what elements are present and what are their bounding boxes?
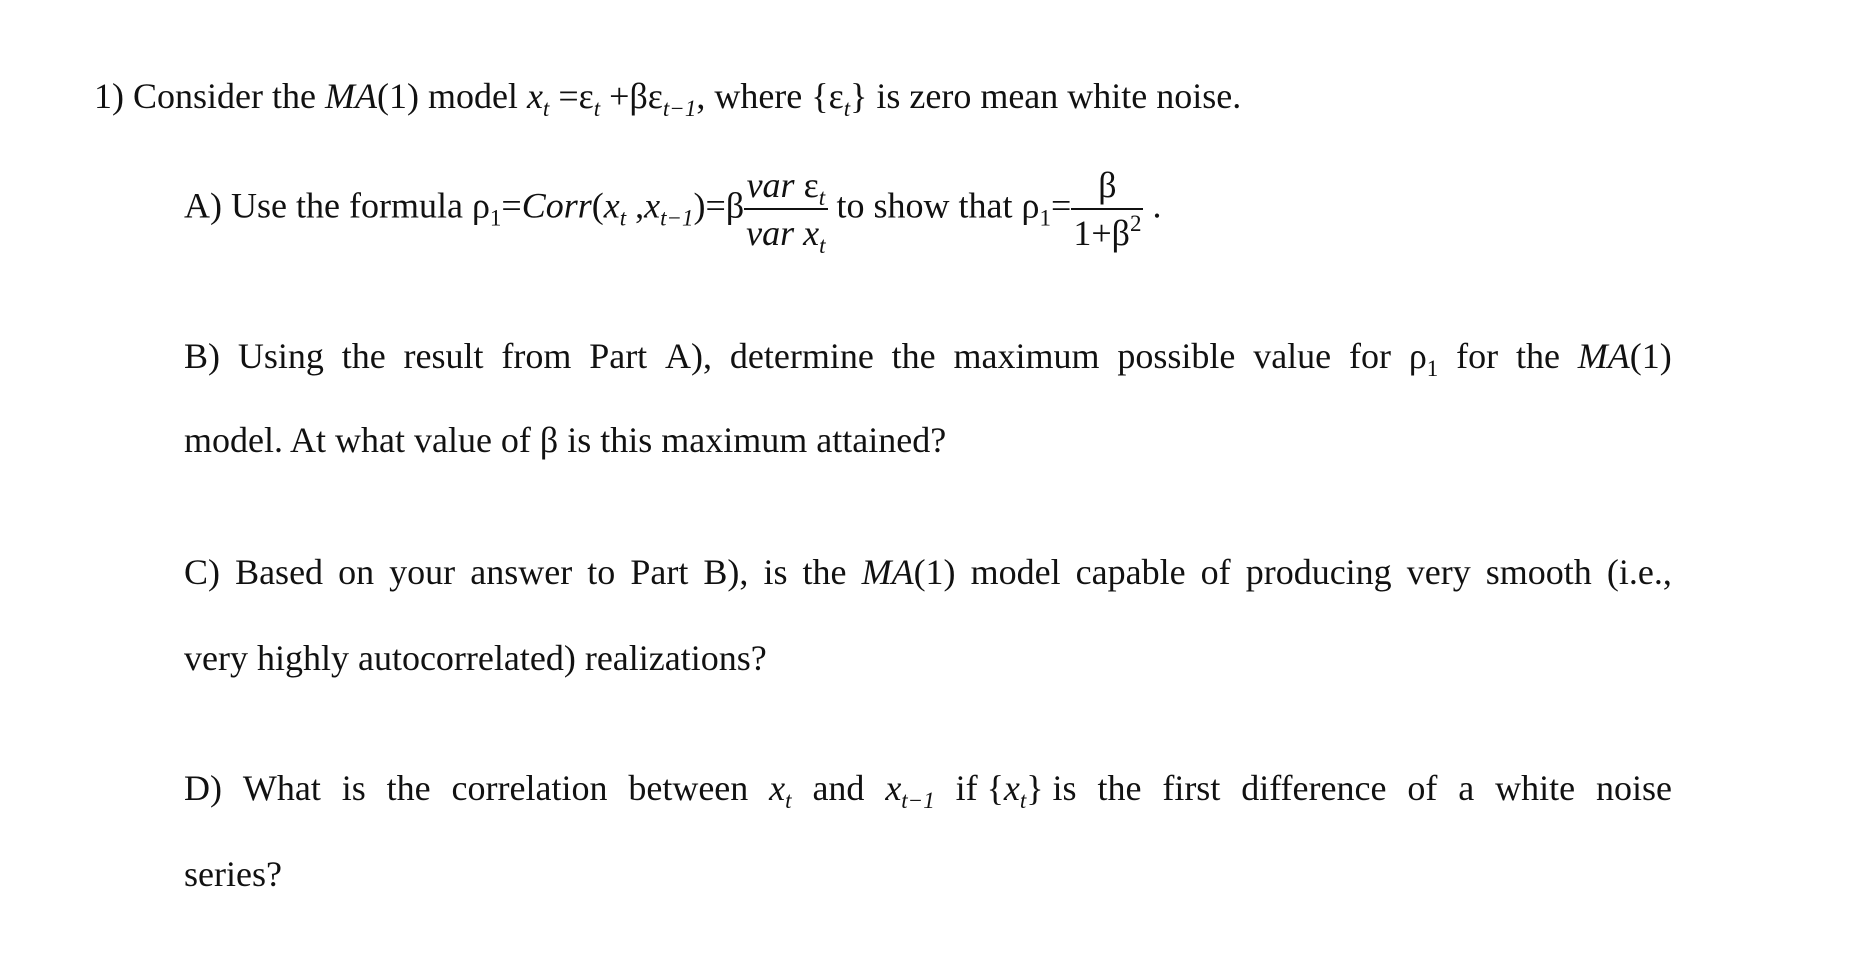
num-t: t <box>818 185 826 210</box>
fraction-denominator <box>744 210 827 256</box>
result-den-exp: 2 <box>1129 211 1142 236</box>
d-t3: t <box>1019 788 1027 813</box>
corr-t: t <box>619 205 627 231</box>
part-c-word: C) <box>184 552 220 592</box>
part-c-word: producing <box>1245 552 1392 592</box>
eq-tm1: t−1 <box>662 96 697 121</box>
eq-t: t <box>542 96 550 121</box>
result-numerator: β <box>1098 165 1117 205</box>
part-c-word: Part <box>630 552 689 592</box>
part-d-word: of <box>1407 768 1438 808</box>
part-b-word: the <box>341 336 386 376</box>
part-b-word: possible <box>1117 336 1236 376</box>
part-b-line-2: model. At what value of β is this maximum attained? <box>184 420 947 460</box>
part-c-model <box>862 550 956 594</box>
part-b-word: determine <box>729 336 874 376</box>
part-a-label: A) <box>184 185 222 226</box>
part-b-word: the <box>1515 336 1560 376</box>
part-b-word: maximum <box>953 336 1100 376</box>
part-c-line-2: very highly autocorrelated) realizations? <box>184 638 767 678</box>
part-c-word: answer <box>470 552 573 592</box>
q1-model: MA <box>324 76 377 116</box>
part-c-word: on <box>338 552 375 592</box>
part-b-word: result <box>403 336 484 376</box>
part-c-word: B), <box>703 552 749 592</box>
num-eps: ε <box>803 165 819 205</box>
part-d-word: is <box>341 768 366 808</box>
q1-tail: } is zero mean white noise. <box>850 76 1242 116</box>
part-c-word: to <box>587 552 616 592</box>
rho-sub-2: 1 <box>1039 205 1051 231</box>
b-model: MA <box>1577 336 1630 376</box>
rho-sub: 1 <box>489 205 502 231</box>
eq-eps: ε <box>578 76 594 116</box>
corr-x2: x <box>644 185 661 226</box>
result-denominator <box>1071 210 1143 256</box>
d-t: t <box>785 788 792 813</box>
question-1-line <box>94 74 1242 121</box>
result-fraction <box>1071 162 1143 256</box>
d-x2: x <box>885 768 902 808</box>
d-tm1: t−1 <box>901 788 935 813</box>
part-a-text: Use the formula <box>231 185 463 226</box>
fraction-numerator <box>744 162 827 208</box>
part-d-line-1 <box>184 766 1672 813</box>
corr-label: Corr <box>521 185 592 226</box>
part-c-word: very <box>1406 552 1471 592</box>
q1-where: , where { <box>696 76 829 116</box>
corr-tm1: t−1 <box>660 205 694 231</box>
part-b-word: Part <box>589 336 648 376</box>
part-d-word: What <box>242 768 321 808</box>
num-var: var <box>746 165 795 205</box>
c-model: MA <box>861 552 914 592</box>
part-c-word: is <box>763 552 788 592</box>
part-c-word: the <box>802 552 847 592</box>
part-b-word: for <box>1456 336 1499 376</box>
beta-coef: β <box>725 185 745 226</box>
d-if: if { <box>955 768 1004 808</box>
d-is: } is <box>1026 768 1077 808</box>
part-d-word: and <box>812 768 865 808</box>
q1-order: (1) <box>376 76 419 116</box>
q1-text: Consider the <box>133 76 316 116</box>
part-b-word: for <box>1349 336 1391 376</box>
part-b-word: B) <box>184 336 220 376</box>
part-b-word: from <box>501 336 572 376</box>
b-rho-sub: 1 <box>1426 356 1439 381</box>
den-t: t <box>819 233 826 258</box>
result-den-base: 1+β <box>1073 213 1130 253</box>
eq-t2: t <box>593 96 601 121</box>
c-order: (1) <box>913 552 956 592</box>
d-xt <box>769 766 792 813</box>
part-b-model <box>1578 334 1672 378</box>
part-c-word: capable <box>1075 552 1186 592</box>
part-b-line-1 <box>184 334 1672 381</box>
b-rho: ρ <box>1408 336 1427 376</box>
part-c-word: smooth <box>1485 552 1592 592</box>
part-d-word: a <box>1458 768 1475 808</box>
d-xtm1 <box>885 766 935 813</box>
rho-symbol: ρ <box>471 185 490 226</box>
den-var: var <box>746 213 795 253</box>
part-b-word: A), <box>665 336 713 376</box>
part-b-word: the <box>891 336 936 376</box>
b-order: (1) <box>1629 336 1672 376</box>
d-x: x <box>769 768 786 808</box>
part-b-rho <box>1408 334 1439 381</box>
part-c-line-1 <box>184 550 1672 594</box>
variance-fraction <box>744 162 827 256</box>
part-c-word: of <box>1200 552 1231 592</box>
part-d-word: between <box>628 768 749 808</box>
d-x3: x <box>1003 768 1020 808</box>
part-c-word: Based <box>235 552 324 592</box>
part-d-word: D) <box>184 768 222 808</box>
part-c-word: model <box>970 552 1061 592</box>
part-d-word: first <box>1162 768 1221 808</box>
part-a-line: A) Use the formula $\rho_1=Corr(x_t$ $,x_{t-1})=\beta$ $\frac{var \varepsilon_t}{var x_t}$ to show that $\rho_1=$ $\frac{\beta}{1+\beta^2}$ . <box>184 162 1161 256</box>
part-c-word: your <box>389 552 456 592</box>
part-b-word: value <box>1253 336 1332 376</box>
eq-x: x <box>526 76 543 116</box>
part-d-line-2: series? <box>184 854 282 894</box>
q1-label: 1) <box>94 76 124 116</box>
q1-equation: $x_t =\varepsilon_t +\beta\varepsilon_{t-1}$ <box>526 76 697 121</box>
part-d-word: the <box>1097 768 1142 808</box>
part-d-word: noise <box>1595 768 1672 808</box>
q1-eps3: ε <box>828 76 844 116</box>
rho-symbol-2: ρ <box>1021 185 1040 226</box>
den-x: x <box>803 213 820 253</box>
eq-beta: β <box>629 76 648 116</box>
eq-eps2: ε <box>647 76 663 116</box>
part-d-word: white <box>1495 768 1576 808</box>
part-d-word: difference <box>1241 768 1387 808</box>
q1-t3: t <box>843 96 851 121</box>
part-a-text-2: to show that <box>836 185 1013 226</box>
part-d-word: correlation <box>451 768 608 808</box>
part-b-word: Using <box>237 336 324 376</box>
d-set <box>955 766 1077 813</box>
part-c-word: (i.e., <box>1606 552 1672 592</box>
corr-x: x <box>603 185 620 226</box>
q1-text-model: model <box>427 76 518 116</box>
part-d-word: the <box>386 768 431 808</box>
